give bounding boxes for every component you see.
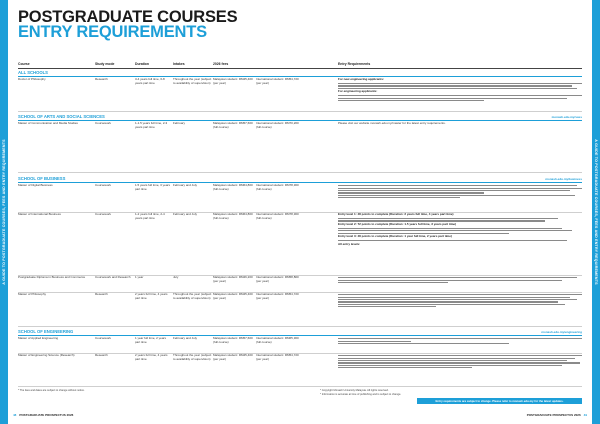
fee-domestic: Malaysian student: RM45,400 (per year) xyxy=(213,77,253,85)
study-mode: Research xyxy=(95,353,108,357)
entry-lead: For new engineering applicants: xyxy=(338,77,385,81)
entry-level-2: Entry level 2: 72 points to complete (Duration: 1.5 years full time, 3 years part time) xyxy=(338,221,457,226)
course-name: Master of Philosophy xyxy=(18,292,47,296)
entry-text-lines xyxy=(338,185,582,198)
entry-level-1: Entry level 1: 48 points to complete (Duration: 2 years full time, 4 years part time) xyxy=(338,212,454,216)
entry-requirements xyxy=(338,78,582,103)
course-name: Master of Engineering Science (Research) xyxy=(18,353,75,357)
col-course: Course xyxy=(18,62,30,66)
entry-requirements xyxy=(338,293,582,309)
title-line-2: ENTRY REQUIREMENTS xyxy=(18,23,207,41)
entry-text-lines xyxy=(338,338,582,344)
study-mode: Research xyxy=(95,77,108,81)
entry-text-lines xyxy=(338,83,582,89)
duration: 2 years full time, 4 years part time xyxy=(135,353,168,361)
intakes: February and July xyxy=(173,212,198,216)
section-link[interactable]: monash.edu.my/sass xyxy=(551,115,582,119)
intakes: Throughout the year (subject to availability of supervision) xyxy=(173,77,212,85)
fee-international: International student: RM70,200 (full course) xyxy=(256,121,299,129)
fee-domestic: Malaysian student: RM46,200 (per year) xyxy=(213,275,253,283)
fee-domestic: Malaysian student: RM57,600 (full course) xyxy=(213,336,253,344)
left-side-band xyxy=(0,0,8,424)
fee-domestic: Malaysian student: RM64,800 (full course) xyxy=(213,183,253,191)
section-title: SCHOOL OF BUSINESS xyxy=(18,176,66,181)
page-number-left: 48 POSTGRADUATE PROSPECTUS 2026 xyxy=(13,413,74,417)
duration: 1 year xyxy=(135,275,144,279)
course-name: Doctor of Philosophy xyxy=(18,77,46,81)
study-mode: Coursework xyxy=(95,183,112,187)
fee-domestic: Malaysian student: RM45,400 (per year) xyxy=(213,353,253,361)
entry-text-lines xyxy=(338,228,582,234)
entry-text-lines xyxy=(338,240,582,241)
study-mode: Coursework and Research xyxy=(95,275,131,279)
fee-domestic: Malaysian student: RM64,800 (full course) xyxy=(213,212,253,220)
footnote-right-1: * Copyright Monash University Malaysia. All rights reserved. xyxy=(320,389,389,392)
duration: 2 years full time, 4 years part time xyxy=(135,292,168,300)
study-mode: Coursework xyxy=(95,212,112,216)
duration: 1-2 years full time, 2-4 years part time xyxy=(135,212,165,220)
title-line-1: POSTGRADUATE COURSES xyxy=(18,8,238,26)
section-title: ALL SCHOOLS xyxy=(18,70,48,75)
entry-requirements xyxy=(338,354,582,370)
side-label-right: A GUIDE TO POSTGRADUATE COURSES, FEES AND ENTRY REQUIREMENTS xyxy=(594,139,598,285)
footnote-right-2: * Information is accurate at time of publishing and is subject to change. xyxy=(320,393,402,396)
study-mode: Coursework xyxy=(95,336,112,340)
section-link[interactable]: monash.edu.my/engineering xyxy=(541,330,582,334)
intakes: February xyxy=(173,121,186,125)
intakes: July xyxy=(173,275,179,279)
course-name: Master of Digital Business xyxy=(18,183,53,187)
entry-text-lines xyxy=(338,355,582,368)
entry-requirements: Please visit our website monash.edu.my/master for the latest entry requirements. xyxy=(338,121,446,125)
table-row xyxy=(18,354,582,387)
section-title: SCHOOL OF ARTS AND SOCIAL SCIENCES xyxy=(18,114,105,119)
entry-lead-2: For engineering applicants: xyxy=(338,89,378,94)
duration: 1.5 years full time, 3 years part time xyxy=(135,183,171,191)
course-name: Master of International Business xyxy=(18,212,61,216)
fee-international: International student: RM78,300 (full course) xyxy=(256,212,299,220)
entry-requirements xyxy=(338,337,582,345)
col-study-mode: Study mode xyxy=(95,62,115,66)
table-header xyxy=(18,62,582,69)
intakes: February and July xyxy=(173,183,198,187)
section-arts-social-sciences xyxy=(18,114,582,121)
col-entry: Entry Requirements xyxy=(338,62,371,66)
right-side-band xyxy=(592,0,600,424)
entry-requirements-cta[interactable]: Entry requirements are subject to change. Please refer to monash.edu.my for the latest updates. xyxy=(417,398,582,404)
section-business xyxy=(18,176,582,183)
table-row xyxy=(18,78,582,112)
table-row xyxy=(18,293,582,327)
fee-domestic: Malaysian student: RM45,400 (per year) xyxy=(213,292,253,300)
study-mode: Coursework xyxy=(95,121,112,125)
side-label-left: A GUIDE TO POSTGRADUATE COURSES, FEES AND ENTRY REQUIREMENTS xyxy=(2,139,6,285)
entry-requirements xyxy=(338,184,582,200)
col-duration: Duration xyxy=(135,62,149,66)
course-name: Postgraduate Diploma in Business and Commerce xyxy=(18,275,86,279)
page-title xyxy=(18,10,237,40)
entry-requirements xyxy=(338,213,582,247)
footnote-left: * The fees and dates are subject to change without notice. xyxy=(18,389,85,392)
table-row xyxy=(18,122,582,173)
study-mode: Research xyxy=(95,292,108,296)
duration: 3-4 years full time, 6-8 years part time xyxy=(135,77,165,85)
col-fees: 2026 fees xyxy=(213,62,229,66)
intakes: Throughout the year (subject to availability of supervision) xyxy=(173,353,212,361)
section-all-schools xyxy=(18,70,582,77)
course-name: Master of Communication and Media Studies xyxy=(18,121,78,125)
entry-text-lines xyxy=(338,277,582,283)
table-row xyxy=(18,337,582,354)
entry-all-levels: All entry levels: xyxy=(338,241,361,246)
fee-international: International student: RM78,300 (full course) xyxy=(256,183,299,191)
table-row xyxy=(18,213,582,276)
fee-international: International student: RM65,300 (full course) xyxy=(256,336,299,344)
course-name: Master of Applied Engineering xyxy=(18,336,59,340)
entry-text-lines xyxy=(338,294,582,307)
page-number-right: POSTGRADUATE PROSPECTUS 2026 49 xyxy=(526,413,587,417)
entry-level-3: Entry level 3: 48 points to complete (Duration: 1 year full time, 2 years part time) xyxy=(338,234,452,239)
entry-requirements xyxy=(338,276,582,284)
fee-international: International student: RM54,720 (per year) xyxy=(256,77,299,85)
fee-international: International student: RM54,720 (per year) xyxy=(256,353,299,361)
fee-international: International student: RM58,800 (per year) xyxy=(256,275,299,283)
section-title: SCHOOL OF ENGINEERING xyxy=(18,329,74,334)
duration: 1-1.5 years full time, 2-3 years part time xyxy=(135,121,168,129)
section-engineering xyxy=(18,329,582,336)
intakes: Throughout the year (subject to availability of supervision) xyxy=(173,292,212,300)
intakes: February and July xyxy=(173,336,198,340)
entry-text-lines xyxy=(338,95,582,101)
fee-domestic: Malaysian student: RM57,600 (full course) xyxy=(213,121,253,129)
fee-international: International student: RM54,720 (per year) xyxy=(256,292,299,300)
col-intakes: Intakes xyxy=(173,62,185,66)
table-row xyxy=(18,184,582,213)
table-row xyxy=(18,276,582,293)
section-link[interactable]: monash.edu.my/business xyxy=(545,177,582,181)
duration: 1 year full time, 2 years part time xyxy=(135,336,167,344)
